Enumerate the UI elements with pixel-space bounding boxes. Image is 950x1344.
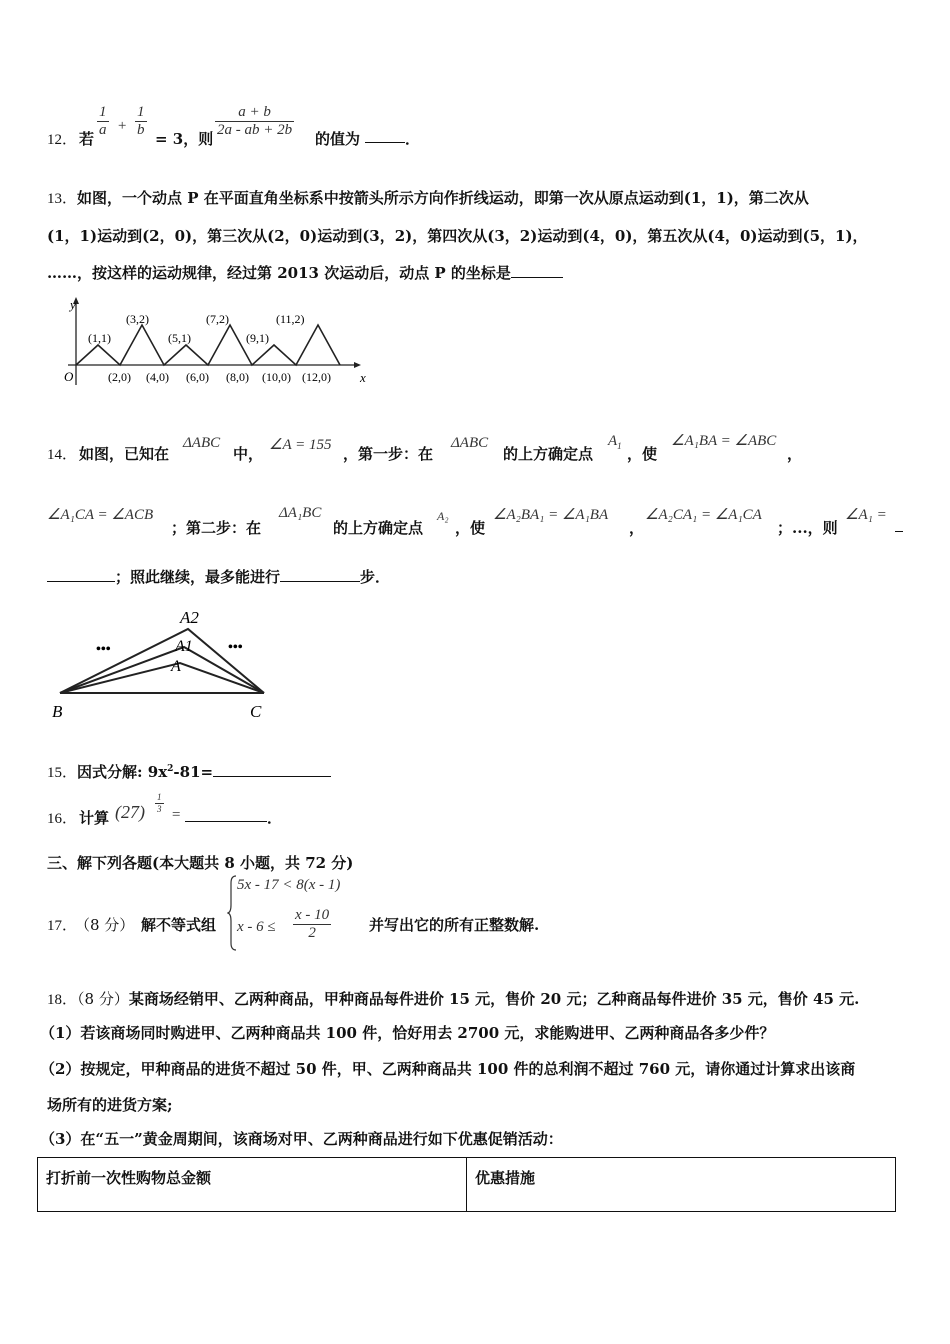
- fraction-1-over-a: $\frac{1}{a}$: [99, 104, 107, 138]
- peak-labels: [88, 312, 305, 345]
- question-text: ，使: [455, 519, 486, 537]
- answer-blank[interactable]: [280, 567, 360, 582]
- question-text: ，: [629, 519, 645, 537]
- peak-label: (7,2): [206, 312, 229, 326]
- question-13-line-3: [47, 262, 563, 283]
- fraction-1-over-b: $\frac{1}{b}$: [137, 104, 145, 138]
- math-expression: ∠A₁ =: [845, 507, 887, 523]
- question-13-line-2: (1，1)运动到(2，0)，第三次从(2，0)运动到(3，2)，第四次从(3，2)运动到(4，0)，第五次从(4，0)运动到(5，1)，: [47, 227, 868, 245]
- y-axis-label: y: [70, 297, 76, 312]
- math-expression: ∠A₁BA = ∠ABC: [671, 433, 777, 449]
- question-text: 的值为: [315, 130, 361, 148]
- answer-blank[interactable]: [185, 807, 267, 822]
- zigzag-graph: [48, 295, 378, 395]
- question-text: ，第一步：在: [343, 445, 434, 463]
- discount-table: [37, 1157, 896, 1212]
- math-expression: ∠A₁CA = ∠ACB: [47, 507, 154, 523]
- question-text: 如图，一个动点 P 在平面直角坐标系中按箭头所示方向作折线运动，即第一次从原点运动到(1，1)，第二次从: [77, 189, 809, 207]
- x-axis-label: x: [360, 370, 366, 385]
- peak-label: (5,1): [168, 331, 191, 345]
- fraction-expression: $\frac{a + b}{2a - ab + 2b}$: [217, 104, 293, 138]
- peak-label: (1,1): [88, 331, 111, 345]
- question-text: 的上方确定点: [333, 519, 424, 537]
- ellipsis-left: •••: [96, 642, 111, 657]
- question-14-line-3: [47, 566, 390, 587]
- inequality-2-left: x - 6 ≤: [237, 919, 276, 935]
- math-expression: ΔABC: [183, 435, 221, 451]
- answer-blank[interactable]: [47, 567, 115, 582]
- triangle-figure: [48, 605, 278, 725]
- answer-blank-start[interactable]: [895, 517, 903, 532]
- question-text: ，: [787, 445, 803, 463]
- question-number: 18．: [47, 992, 78, 1008]
- math-base: (27): [115, 802, 145, 822]
- fractional-exponent: $\frac{1}{3}$: [157, 792, 162, 814]
- question-text: = 3，则: [155, 130, 214, 148]
- plus-sign: +: [117, 118, 128, 134]
- triangle-a2: [60, 629, 264, 693]
- bottom-label: (4,0): [146, 370, 169, 384]
- x-axis-arrow-icon: [354, 362, 361, 368]
- question-16: [47, 790, 347, 830]
- math-expression: ∠A₂BA₁ = ∠A₁BA: [493, 507, 609, 523]
- math-expression: ∠A = 155: [269, 437, 332, 453]
- question-18-part-2-cont: 场所有的进货方案;: [47, 1096, 173, 1114]
- question-13-line-1: [47, 187, 809, 208]
- math-expression: ∠A₂CA₁ = ∠A₁CA: [645, 507, 762, 523]
- bottom-label: (10,0): [262, 370, 291, 384]
- question-text: 并写出它的所有正整数解.: [369, 916, 540, 934]
- peak-label: (11,2): [276, 312, 305, 326]
- point-label: C: [250, 702, 262, 721]
- question-18-part-2: （2）按规定，甲种商品的进货不超过 50 件，甲、乙两种商品共 100 件的总利润不超过 760 元，请你通过计算求出该商: [40, 1060, 856, 1078]
- point-label: A: [171, 658, 181, 675]
- math-expression: $A_1$: [608, 433, 622, 451]
- question-15: [47, 761, 331, 782]
- question-18-part-3: （3）在“五一”黄金周期间，该商场对甲、乙两种商品进行如下优惠促销活动：: [40, 1130, 563, 1148]
- question-text: 若: [79, 130, 95, 148]
- period: ．: [267, 809, 283, 827]
- question-number: 13．: [47, 191, 78, 207]
- table-header-cell: 优惠措施: [467, 1158, 896, 1212]
- answer-blank[interactable]: [365, 128, 405, 143]
- question-18-part-1: （1）若该商场同时购进甲、乙两种商品共 100 件，恰好用去 2700 元，求能购进甲、乙两种商品各多少件？: [40, 1024, 775, 1042]
- question-text: 计算: [79, 809, 110, 827]
- math-expression: ΔABC: [451, 435, 489, 451]
- question-text: 如图，已知在: [79, 445, 170, 463]
- zigzag-path: [76, 325, 340, 365]
- question-number: 14．: [47, 447, 78, 463]
- bottom-label: (6,0): [186, 370, 209, 384]
- section-title: 三、解下列各题(本大题共 8 小题，共 72 分): [47, 854, 354, 872]
- bottom-label: (2,0): [108, 370, 131, 384]
- inequality-2-fraction: $\frac{x - 10}{2}$: [295, 907, 330, 941]
- question-text: -81=: [173, 763, 214, 781]
- inequality-1: 5x - 17 < 8(x - 1): [237, 877, 341, 893]
- point-label: A2: [180, 608, 199, 627]
- question-text: 因式分解: 9x: [77, 763, 168, 781]
- question-text: 解不等式组: [141, 916, 217, 934]
- brace-icon: [227, 875, 237, 951]
- table-header-cell: 打折前一次性购物总金额: [38, 1158, 467, 1212]
- question-17: [47, 873, 647, 953]
- answer-blank[interactable]: [511, 263, 563, 278]
- question-text: 中，: [233, 445, 264, 463]
- peak-label: (9,1): [246, 331, 269, 345]
- bottom-label: (8,0): [226, 370, 249, 384]
- question-18-line-1: [47, 988, 859, 1009]
- exponent: 2: [167, 764, 174, 774]
- question-text: ；照此继续，最多能进行: [115, 568, 281, 586]
- point-label: A1: [175, 638, 193, 655]
- answer-blank[interactable]: [213, 762, 331, 777]
- math-expression: ΔA₁BC: [279, 505, 322, 521]
- question-14-line-2: [47, 505, 927, 545]
- point-label: B: [52, 702, 63, 721]
- question-text: 的上方确定点: [503, 445, 594, 463]
- peak-label: (3,2): [126, 312, 149, 326]
- question-number: 16．: [47, 811, 78, 827]
- question-number: 17．: [47, 918, 78, 934]
- question-text: 步．: [360, 568, 391, 586]
- ellipsis-right: •••: [228, 640, 243, 655]
- origin-label: O: [64, 369, 74, 384]
- table-header-row: [38, 1158, 896, 1212]
- question-text: ；第二步：在: [171, 519, 262, 537]
- bottom-label: (12,0): [302, 370, 331, 384]
- equals-sign: =: [171, 807, 182, 823]
- question-14-line-1: [47, 435, 927, 475]
- bottom-labels: [108, 370, 331, 384]
- period: ．: [405, 130, 421, 148]
- question-number: 15．: [47, 765, 78, 781]
- question-text: ……，按这样的运动规律，经过第 2013 次运动后，动点 P 的坐标是: [47, 264, 511, 282]
- question-text: ，使: [627, 445, 658, 463]
- score: （8 分）: [77, 990, 129, 1008]
- math-expression: A₂: [437, 509, 449, 523]
- question-text: ；...，则: [777, 519, 838, 537]
- question-number: 12．: [47, 132, 78, 148]
- score: （8 分）: [75, 916, 135, 934]
- question-text: 某商场经销甲、乙两种商品，甲种商品每件进价 15 元，售价 20 元；乙种商品每件进价 35 元，售价 45 元.: [128, 990, 860, 1008]
